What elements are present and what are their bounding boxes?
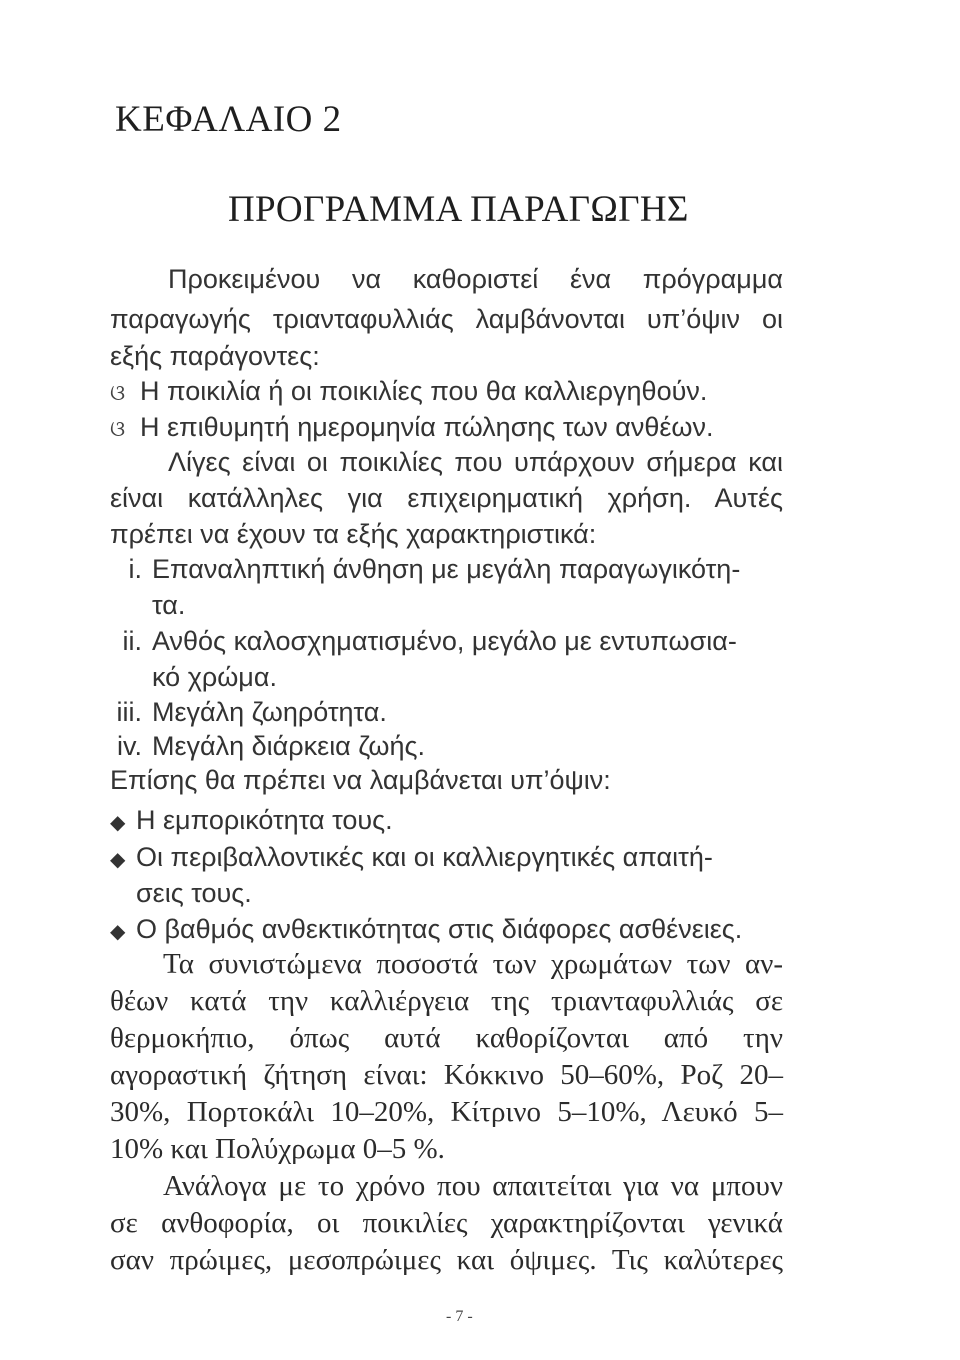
diamond-bullet-icon: ◆ (110, 812, 126, 834)
timing-line-3: σαν πρώιμες, μεσοπρώιμες και όψιμες. Τις καλύτερες (110, 1244, 783, 1276)
list-item-text: Μεγάλη ζωηρότητα. (152, 697, 387, 727)
list-item-continuation: σεις τους. (136, 878, 252, 908)
list-item (110, 805, 393, 836)
chapter-heading: ΚΕΦΑΛΑΙΟ 2 (115, 99, 342, 140)
colors-line-5: 30%, Πορτοκάλι 10–20%, Κίτρινο 5–10%, Λευκό 5– (110, 1096, 783, 1128)
colors-line-6: 10% και Πολύχρωμα 0–5 %. (110, 1133, 445, 1165)
list-item-text: Ανθός καλοσχηματισμένο, μεγάλο με εντυπωσια- (152, 626, 737, 656)
list-item (110, 842, 713, 873)
varieties-line-1: Λίγες είναι οι ποικιλίες που υπάρχουν σήμερα και (168, 447, 783, 477)
list-item (104, 697, 387, 728)
list-item (104, 731, 425, 762)
list-number: ii. (122, 626, 142, 656)
list-number: iii. (116, 697, 142, 727)
varieties-line-3: πρέπει να έχουν τα εξής χαρακτηριστικά: (110, 519, 597, 549)
intro-line-3: εξής παράγοντες: (110, 341, 320, 371)
list-item-continuation: κό χρώμα. (152, 662, 277, 692)
list-item-text: Η εμπορικότητα τους. (136, 805, 393, 835)
also-line: Επίσης θα πρέπει να λαμβάνεται υπ’όψιν: (110, 765, 611, 795)
colors-line-4: αγοραστική ζήτηση είναι: Κόκκινο 50–60%, Ροζ 20– (110, 1059, 783, 1091)
list-item (104, 626, 737, 657)
bullet-icon: ଓ (110, 380, 126, 405)
list-item (110, 376, 707, 407)
list-item-text: Η επιθυμητή ημερομηνία πώλησης των ανθέων. (140, 412, 714, 442)
list-number: i. (128, 554, 142, 584)
colors-line-3: θερμοκήπιο, όπως αυτά καθορίζονται από την (110, 1022, 783, 1054)
colors-line-2: θέων κατά την καλλιέργεια της τριανταφυλλιάς σε (110, 985, 783, 1017)
bullet-icon: ଓ (110, 416, 126, 441)
list-item (110, 412, 714, 443)
list-item-text: Οι περιβαλλοντικές και οι καλλιεργητικές απαιτή- (136, 842, 713, 872)
list-item-text: Ο βαθμός ανθεκτικότητας στις διάφορες ασθένειες. (136, 914, 743, 944)
section-title: ΠΡΟΓΡΑΜΜΑ ΠΑΡΑΓΩΓΗΣ (228, 189, 689, 230)
list-number: iv. (117, 731, 142, 761)
list-item-text: Επαναληπτική άνθηση με μεγάλη παραγωγικότη- (152, 554, 741, 584)
timing-line-1: Ανάλογα με το χρόνο που απαιτείται για να μπουν (163, 1170, 783, 1202)
list-item-text: Μεγάλη διάρκεια ζωής. (152, 731, 426, 761)
diamond-bullet-icon: ◆ (110, 849, 126, 871)
diamond-bullet-icon: ◆ (110, 921, 126, 943)
intro-line-2: παραγωγής τριανταφυλλιάς λαμβάνονται υπ’όψιν οι (110, 304, 783, 334)
list-item (110, 914, 742, 945)
varieties-line-2: είναι κατάλληλες για επιχειρηματική χρήση. Αυτές (110, 483, 783, 513)
list-item (104, 554, 740, 585)
intro-line-1: Προκειμένου να καθοριστεί ένα πρόγραμμα (168, 264, 783, 294)
list-item-text: Η ποικιλία ή οι ποικιλίες που θα καλλιεργηθούν. (140, 376, 708, 406)
page-number: - 7 - (446, 1308, 473, 1325)
colors-line-1: Τα συνιστώμενα ποσοστά των χρωμάτων των αν- (163, 948, 783, 980)
timing-line-2: σε ανθοφορία, οι ποικιλίες χαρακτηρίζονται γενικά (110, 1207, 783, 1239)
list-item-continuation: τα. (152, 590, 186, 620)
